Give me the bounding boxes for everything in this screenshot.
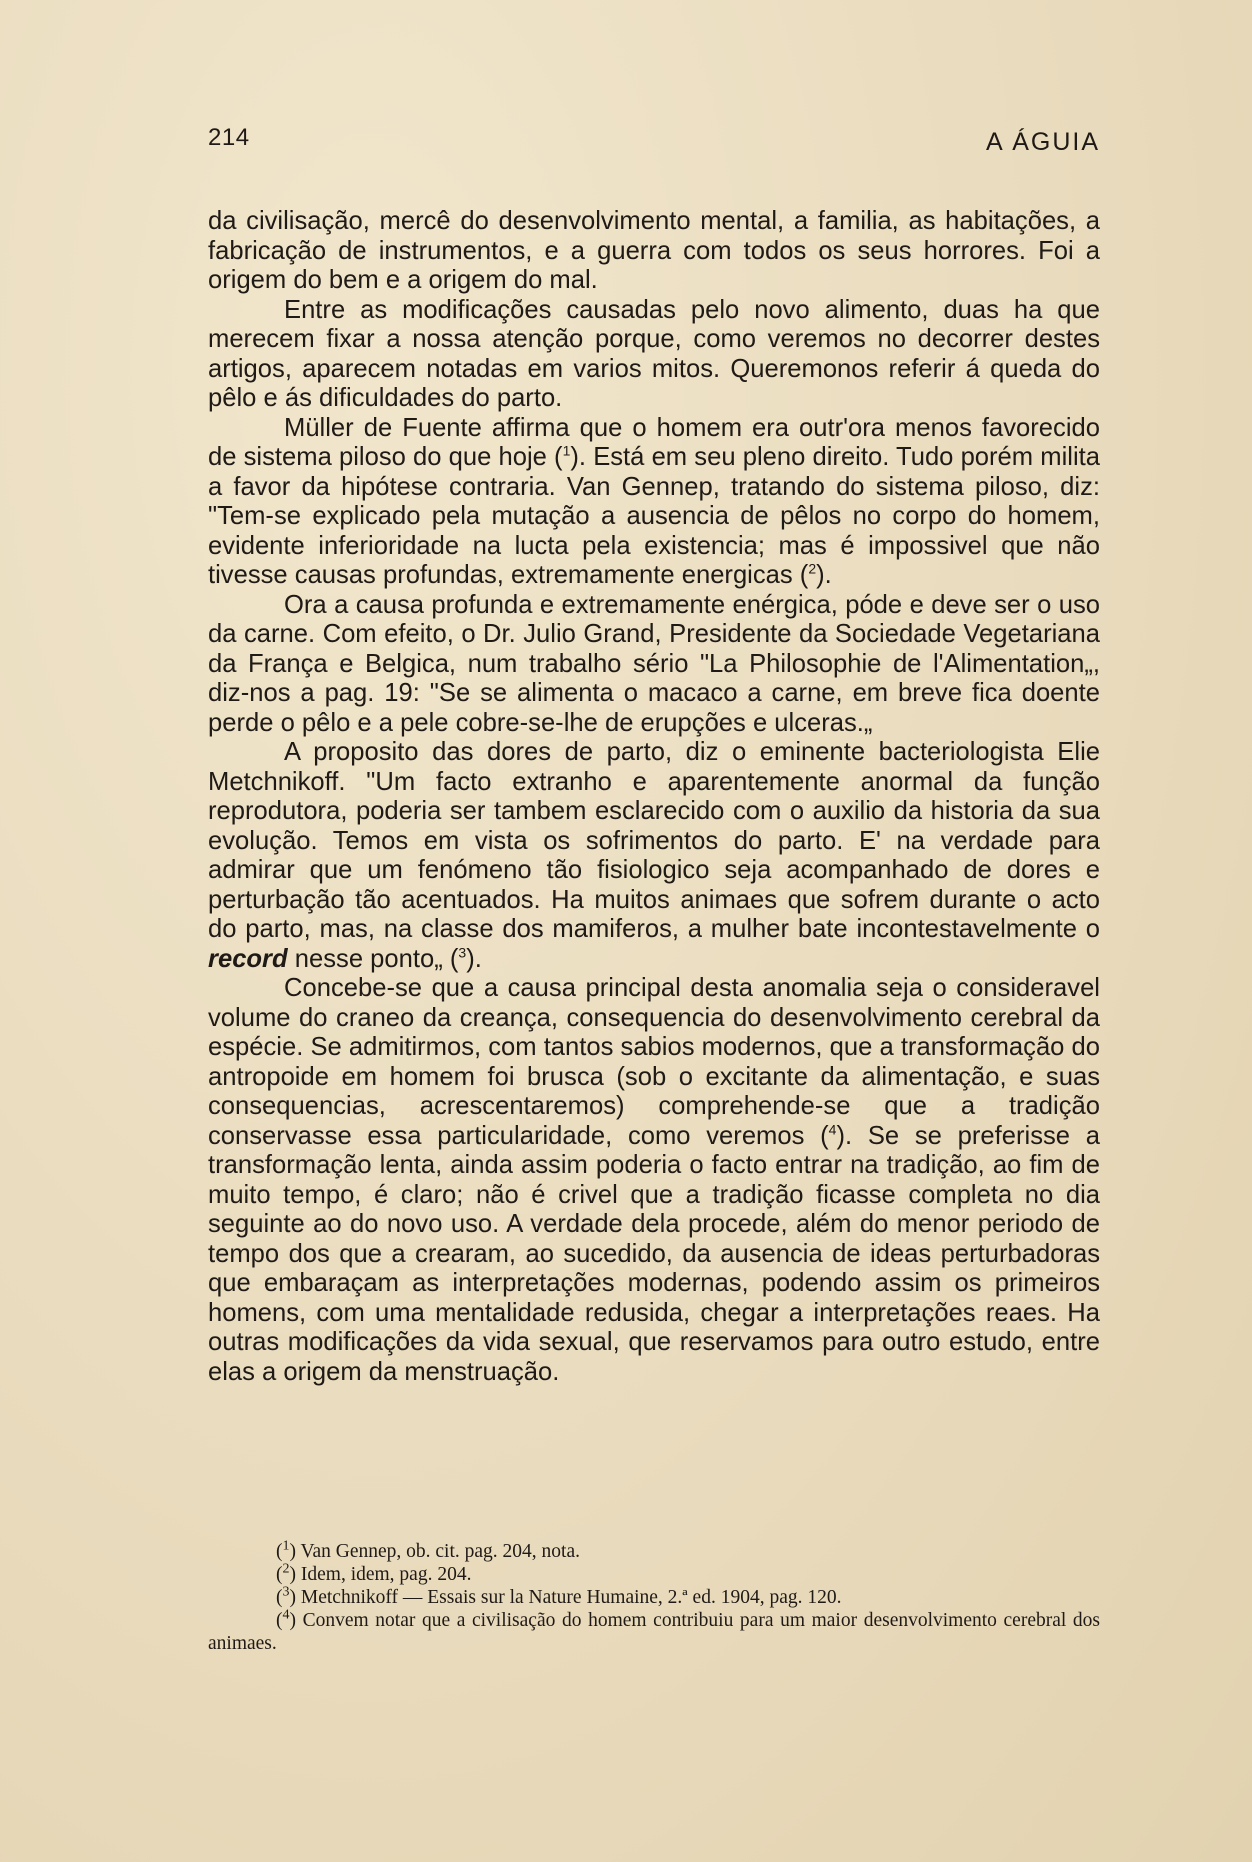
- paragraph: da civilisação, mercê do desenvolvimento mental, a familia, as habitações, a fabricação de instrumentos, e a guerra com todos os seus horrores. Foi a origem do bem e a origem do mal.: [208, 207, 1100, 294]
- paragraph: Entre as modificações causadas pelo novo alimento, duas ha que merecem fixar a nossa atenção porque, como veremos no decorrer destes artigos, aparecem notadas em varios mitos. Queremonos referir á queda do pêlo e ás dificuldades do parto.: [208, 295, 1100, 412]
- paragraph: [208, 974, 1100, 1387]
- page-number: 214: [208, 124, 250, 151]
- footnote-text: Convem notar que a civilisação do homem contribuiu para um maior desenvolvimento cerebral dos animaes.: [208, 1610, 1100, 1654]
- paragraph-text: nesse ponto„ (: [287, 944, 459, 973]
- paragraph-text: Müller de Fuente affirma que o homem era outr'ora menos favorecido de sistema piloso do que hoje (: [208, 413, 1100, 471]
- footnote: ($^4$) Convem notar que a civilisação do homem contribuiu para um maior desenvolvimento cerebral dos animaes.: [208, 1607, 1100, 1654]
- paragraph: [208, 738, 1100, 974]
- footnote-mark: 4: [282, 1607, 290, 1623]
- emphasis-record: record: [208, 944, 288, 973]
- paragraph: Ora a causa profunda e extremamente enérgica, póde e deve ser o uso da carne. Com efeito, o Dr. Julio Grand, Presidente da Sociedade Vegetariana da França e Belgica, num trabalho sério "La Philosophie de l'Alimentation„, diz-nos a pag. 19: "Se se alimenta o macaco a carne, em breve fica doente perde o pêlo e a pele cobre-se-lhe de erupções e ulceras.„: [208, 590, 1100, 737]
- footnote-mark: 2: [282, 1561, 290, 1577]
- footnote-ref: 1: [562, 442, 571, 459]
- footnote-ref: 2: [808, 560, 817, 577]
- paragraph: [208, 414, 1100, 591]
- paragraph-text: ). Se se preferisse a transformação lenta, ainda assim poderia o facto entrar na tradição, ao fim de muito tempo, é claro; não é crivel que a tradição ficasse completa no dia seguinte ao do novo uso. A verdade dela procede, além do menor periodo de tempo dos que a crearam, ao sucedido, da ausencia de ideas perturbadoras que embaraçam as interpretações modernas, podendo assim os primeiros homens, com uma mentalidade redusida, chegar a interpretações reaes. Ha outras modificações da vida sexual, que reservamos para outro estudo, entre elas a origem da menstruação.: [208, 1121, 1100, 1386]
- running-title: A ÁGUIA: [985, 128, 1100, 156]
- footnote-mark: 3: [282, 1584, 290, 1600]
- footnote-ref: 4: [828, 1120, 837, 1137]
- footnote-text: Van Gennep, ob. cit. pag. 204, nota.: [300, 1541, 580, 1562]
- footnote-ref: 3: [458, 943, 467, 960]
- paragraph-text: ).: [466, 944, 482, 973]
- footnote-mark: 1: [282, 1538, 290, 1554]
- footnote-text: Metchnikoff — Essais sur la Nature Humaine, 2.ª ed. 1904, pag. 120.: [300, 1587, 842, 1608]
- body-text: [208, 207, 1100, 1387]
- paragraph-text: ).: [816, 561, 832, 589]
- page-header: [208, 124, 1100, 160]
- footnote-text: Idem, idem, pag. 204.: [300, 1564, 472, 1585]
- footnote: ($^2$) Idem, idem, pag. 204.: [276, 1561, 472, 1585]
- footnotes: [208, 1540, 1100, 1655]
- paragraph-text: A proposito das dores de parto, diz o eminente bacteriologista Elie Metchnikoff. "Um facto extranho e aparentemente anormal da função reprodutora, poderia ser tambem esclarecido com o auxilio da historia da sua evolução. Temos em vista os sofrimentos do parto. E' na verdade para admirar que um fenómeno tão fisiologico seja acompanhado de dores e perturbação tão acentuados. Ha muitos animaes que sofrem durante o acto do parto, mas, na classe dos mamiferos, a mulher bate incontestavelmente o: [208, 738, 1100, 943]
- paragraph-text: Concebe-se que a causa principal desta anomalia seja o consideravel volume do craneo da creança, consequencia do desenvolvimento cerebral da espécie. Se admitirmos, com tantos sabios modernos, que a transformação do antropoide em homem foi brusca (sob o excitante da alimentação, e suas consequencias, acrescentaremos) comprehende-se que a tradição conservasse essa particularidade, como veremos (: [208, 974, 1100, 1150]
- footnote: ($^1$) Van Gennep, ob. cit. pag. 204, nota.: [276, 1538, 580, 1562]
- paragraph-text: ). Está em seu pleno direito. Tudo porém milita a favor da hipótese contraria. Van Gennep, tratando do sistema piloso, diz: "Tem-se explicado pela mutação a ausencia de pêlos no corpo do homem, evidente inferioridade na lucta pela existencia; mas é impossivel que não tivesse causas profundas, extremamente energicas (: [208, 443, 1101, 589]
- footnote: ($^3$) Metchnikoff — Essais sur la Nature Humaine, 2.ª ed. 1904, pag. 120.: [276, 1584, 842, 1608]
